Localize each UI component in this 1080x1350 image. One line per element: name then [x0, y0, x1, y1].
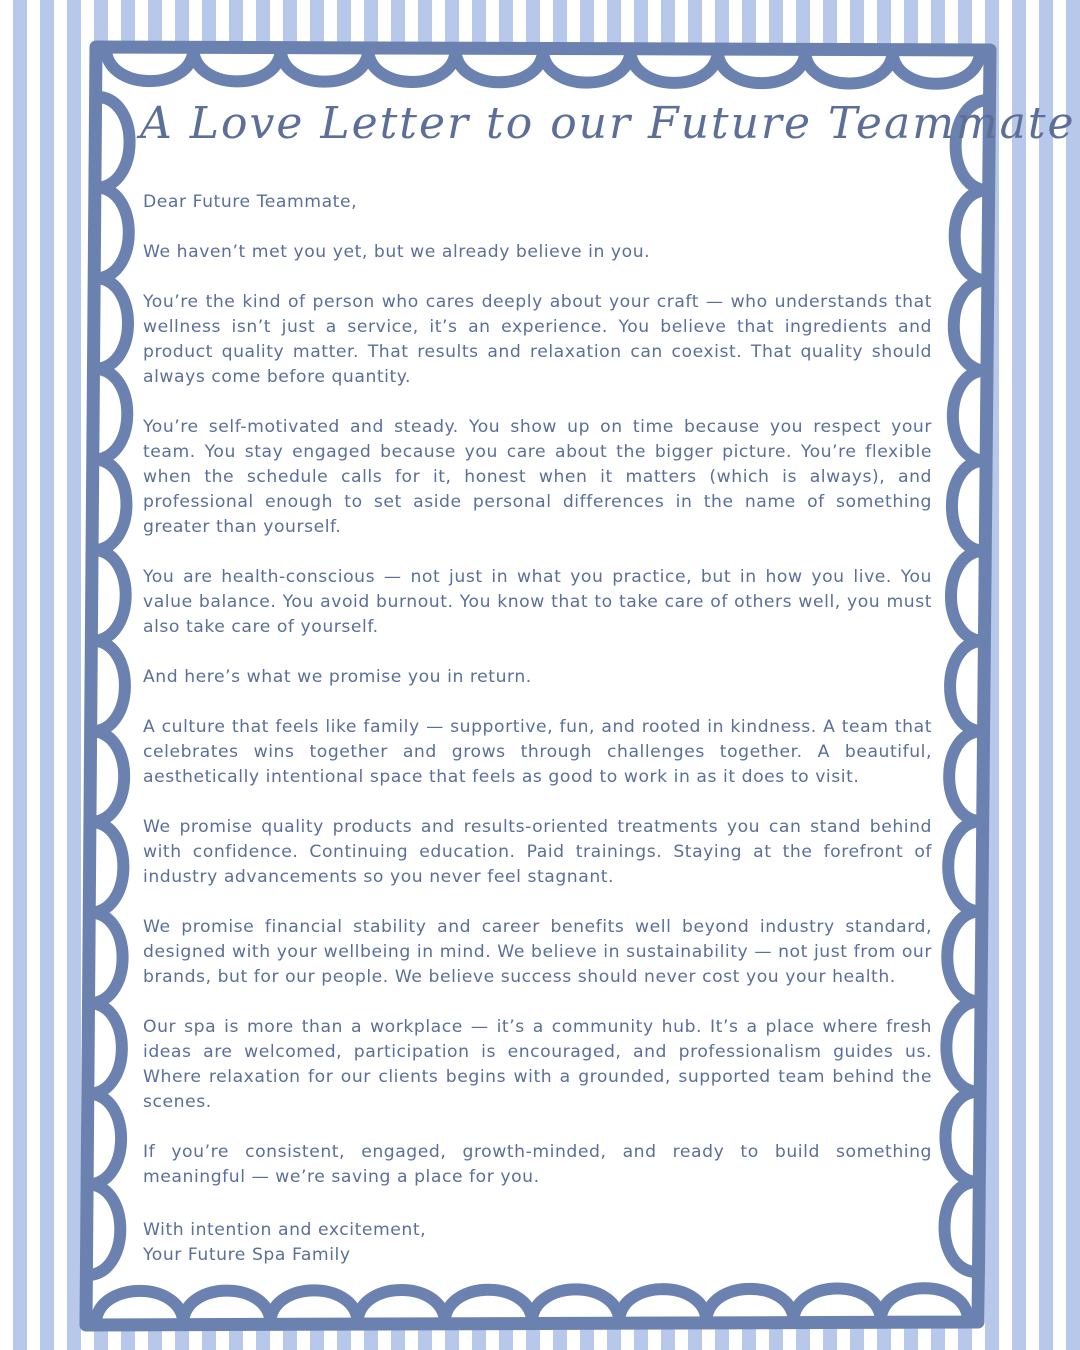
letter-closing: With intention and excitement,: [143, 1220, 427, 1240]
letter-body: [143, 190, 932, 1215]
letter-title: A Love Letter to our Future Teammate: [140, 98, 1076, 149]
letter-paragraph: You are health-conscious — not just in what you practice, but in how you live. You value balance. You avoid burnout. You know that to take care of others well, you must also take care of yourself.: [143, 567, 932, 637]
letter-paragraph: We promise financial stability and career benefits well beyond industry standard, designed with your wellbeing in mind. We believe in sustainability — not just from our brands, but for our people. We believe success should never cost you your health.: [143, 917, 932, 987]
letter-paragraph: And here’s what we promise you in return.: [143, 667, 532, 687]
letter-paragraph: We haven’t met you yet, but we already believe in you.: [143, 242, 651, 262]
letter-paragraph: A culture that feels like family — supportive, fun, and rooted in kindness. A team that celebrates wins together and grows through challenges together. A beautiful, aesthetically intentional space that feels as good to work in as it does to visit.: [143, 717, 932, 787]
letter-paragraph: We promise quality products and results-oriented treatments you can stand behind with confidence. Continuing education. Paid trainings. Staying at the forefront of industry advancements so you never feel stagnant.: [143, 817, 932, 887]
letter-paragraph: Our spa is more than a workplace — it’s a community hub. It’s a place where fresh ideas are welcomed, participation is encouraged, and professionalism guides us. Where relaxation for our clients begins with a grounded, supported team behind the scenes.: [143, 1017, 932, 1112]
letter-signature: Your Future Spa Family: [143, 1245, 351, 1265]
letter-paragraph: If you’re consistent, engaged, growth-minded, and ready to build something meaningful — we’re saving a place for you.: [143, 1142, 932, 1187]
letter-signoff: [143, 1218, 426, 1268]
letter-paragraph: You’re the kind of person who cares deeply about your craft — who understands that wellness isn’t just a service, it’s an experience. You believe that ingredients and product quality matter. That results and relaxation can coexist. That quality should always come before quantity.: [143, 292, 932, 387]
letter-paragraph: You’re self-motivated and steady. You show up on time because you respect your team. You stay engaged because you care about the bigger picture. You’re flexible when the schedule calls for it, honest when it matters (which is always), and professional enough to set aside personal differences in the name of something greater than yourself.: [143, 417, 932, 537]
letter-greeting: Dear Future Teammate,: [143, 192, 358, 212]
